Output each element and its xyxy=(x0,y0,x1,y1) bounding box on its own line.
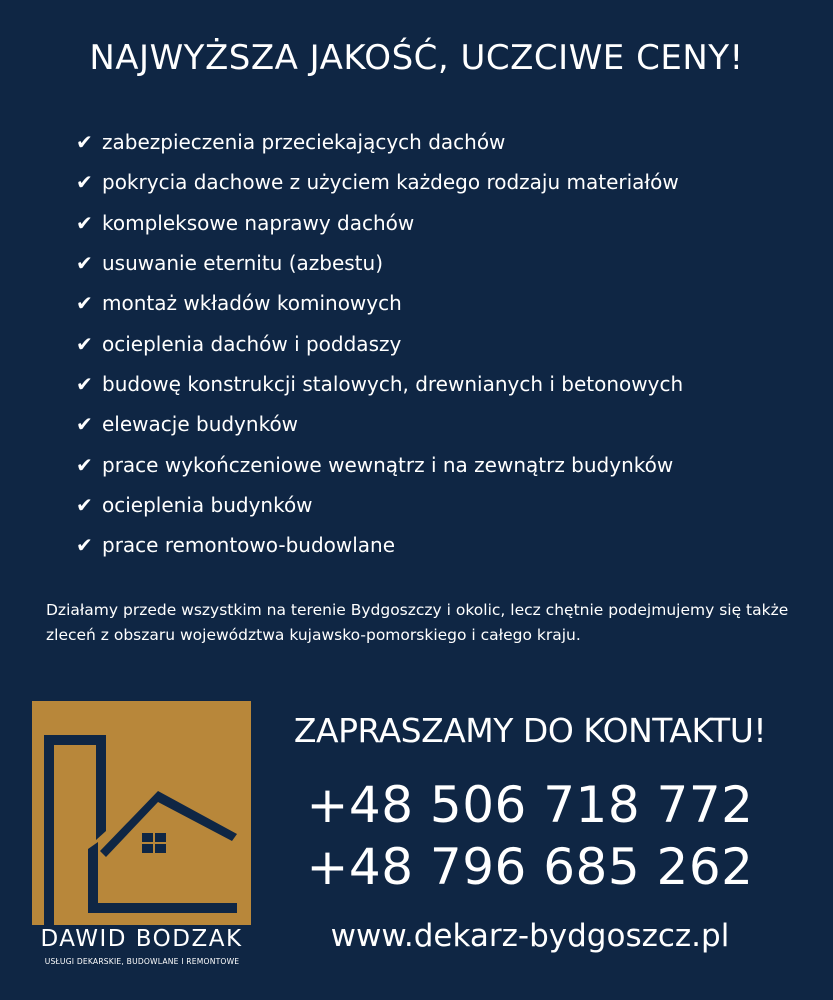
service-label: usuwanie eternitu (azbestu) xyxy=(102,251,384,276)
service-label: elewacje budynków xyxy=(102,412,299,437)
service-item xyxy=(76,203,683,243)
check-icon: ✔ xyxy=(76,331,93,356)
service-item xyxy=(76,283,683,323)
contact-cta: ZAPRASZAMY DO KONTAKTU! xyxy=(293,711,767,750)
service-item xyxy=(76,525,683,565)
check-icon: ✔ xyxy=(76,291,93,316)
brand-logo xyxy=(32,701,251,925)
service-label: prace remontowo-budowlane xyxy=(102,533,396,558)
service-label: montaż wkładów kominowych xyxy=(102,291,402,316)
check-icon: ✔ xyxy=(76,412,93,437)
service-area-text: Działamy przede wszystkim na terenie Bydgoszczy i okolic, lecz chętnie podejmujemy się także zleceń z obszaru województwa kujawsko-pomorskiego i całego kraju. xyxy=(46,601,789,644)
service-label: prace wykończeniowe wewnątrz i na zewnątrz budynków xyxy=(102,452,674,477)
check-icon: ✔ xyxy=(76,251,93,276)
service-item xyxy=(76,404,683,444)
service-item xyxy=(76,485,683,525)
service-label: zabezpieczenia przeciekających dachów xyxy=(102,130,506,155)
check-icon: ✔ xyxy=(76,371,93,396)
service-label: ocieplenia budynków xyxy=(102,492,313,517)
check-icon: ✔ xyxy=(76,533,93,558)
brand-name: DAWID BODZAK xyxy=(40,926,243,952)
service-label: ocieplenia dachów i poddaszy xyxy=(102,331,402,356)
service-label: pokrycia dachowe z użyciem każdego rodzaju materiałów xyxy=(102,170,679,195)
phone-number-1[interactable]: +48 506 718 772 xyxy=(306,776,754,834)
service-label: budowę konstrukcji stalowych, drewnianych i betonowych xyxy=(102,371,684,396)
service-label: kompleksowe naprawy dachów xyxy=(102,210,415,235)
service-item xyxy=(76,364,683,404)
service-item xyxy=(76,444,683,484)
house-logo-icon xyxy=(32,701,251,925)
service-item xyxy=(76,243,683,283)
brand-tagline: USŁUGI DEKARSKIE, BUDOWLANE I REMONTOWE xyxy=(44,957,240,966)
check-icon: ✔ xyxy=(76,452,93,477)
check-icon: ✔ xyxy=(76,130,93,155)
website-link[interactable]: www.dekarz-bydgoszcz.pl xyxy=(330,918,730,954)
headline: NAJWYŻSZA JAKOŚĆ, UCZCIWE CENY! xyxy=(89,38,744,78)
check-icon: ✔ xyxy=(76,210,93,235)
check-icon: ✔ xyxy=(76,492,93,517)
service-item xyxy=(76,122,683,162)
service-item xyxy=(76,162,683,202)
services-list xyxy=(76,122,683,565)
phone-number-2[interactable]: +48 796 685 262 xyxy=(306,838,754,896)
check-icon: ✔ xyxy=(76,170,93,195)
service-item xyxy=(76,323,683,363)
